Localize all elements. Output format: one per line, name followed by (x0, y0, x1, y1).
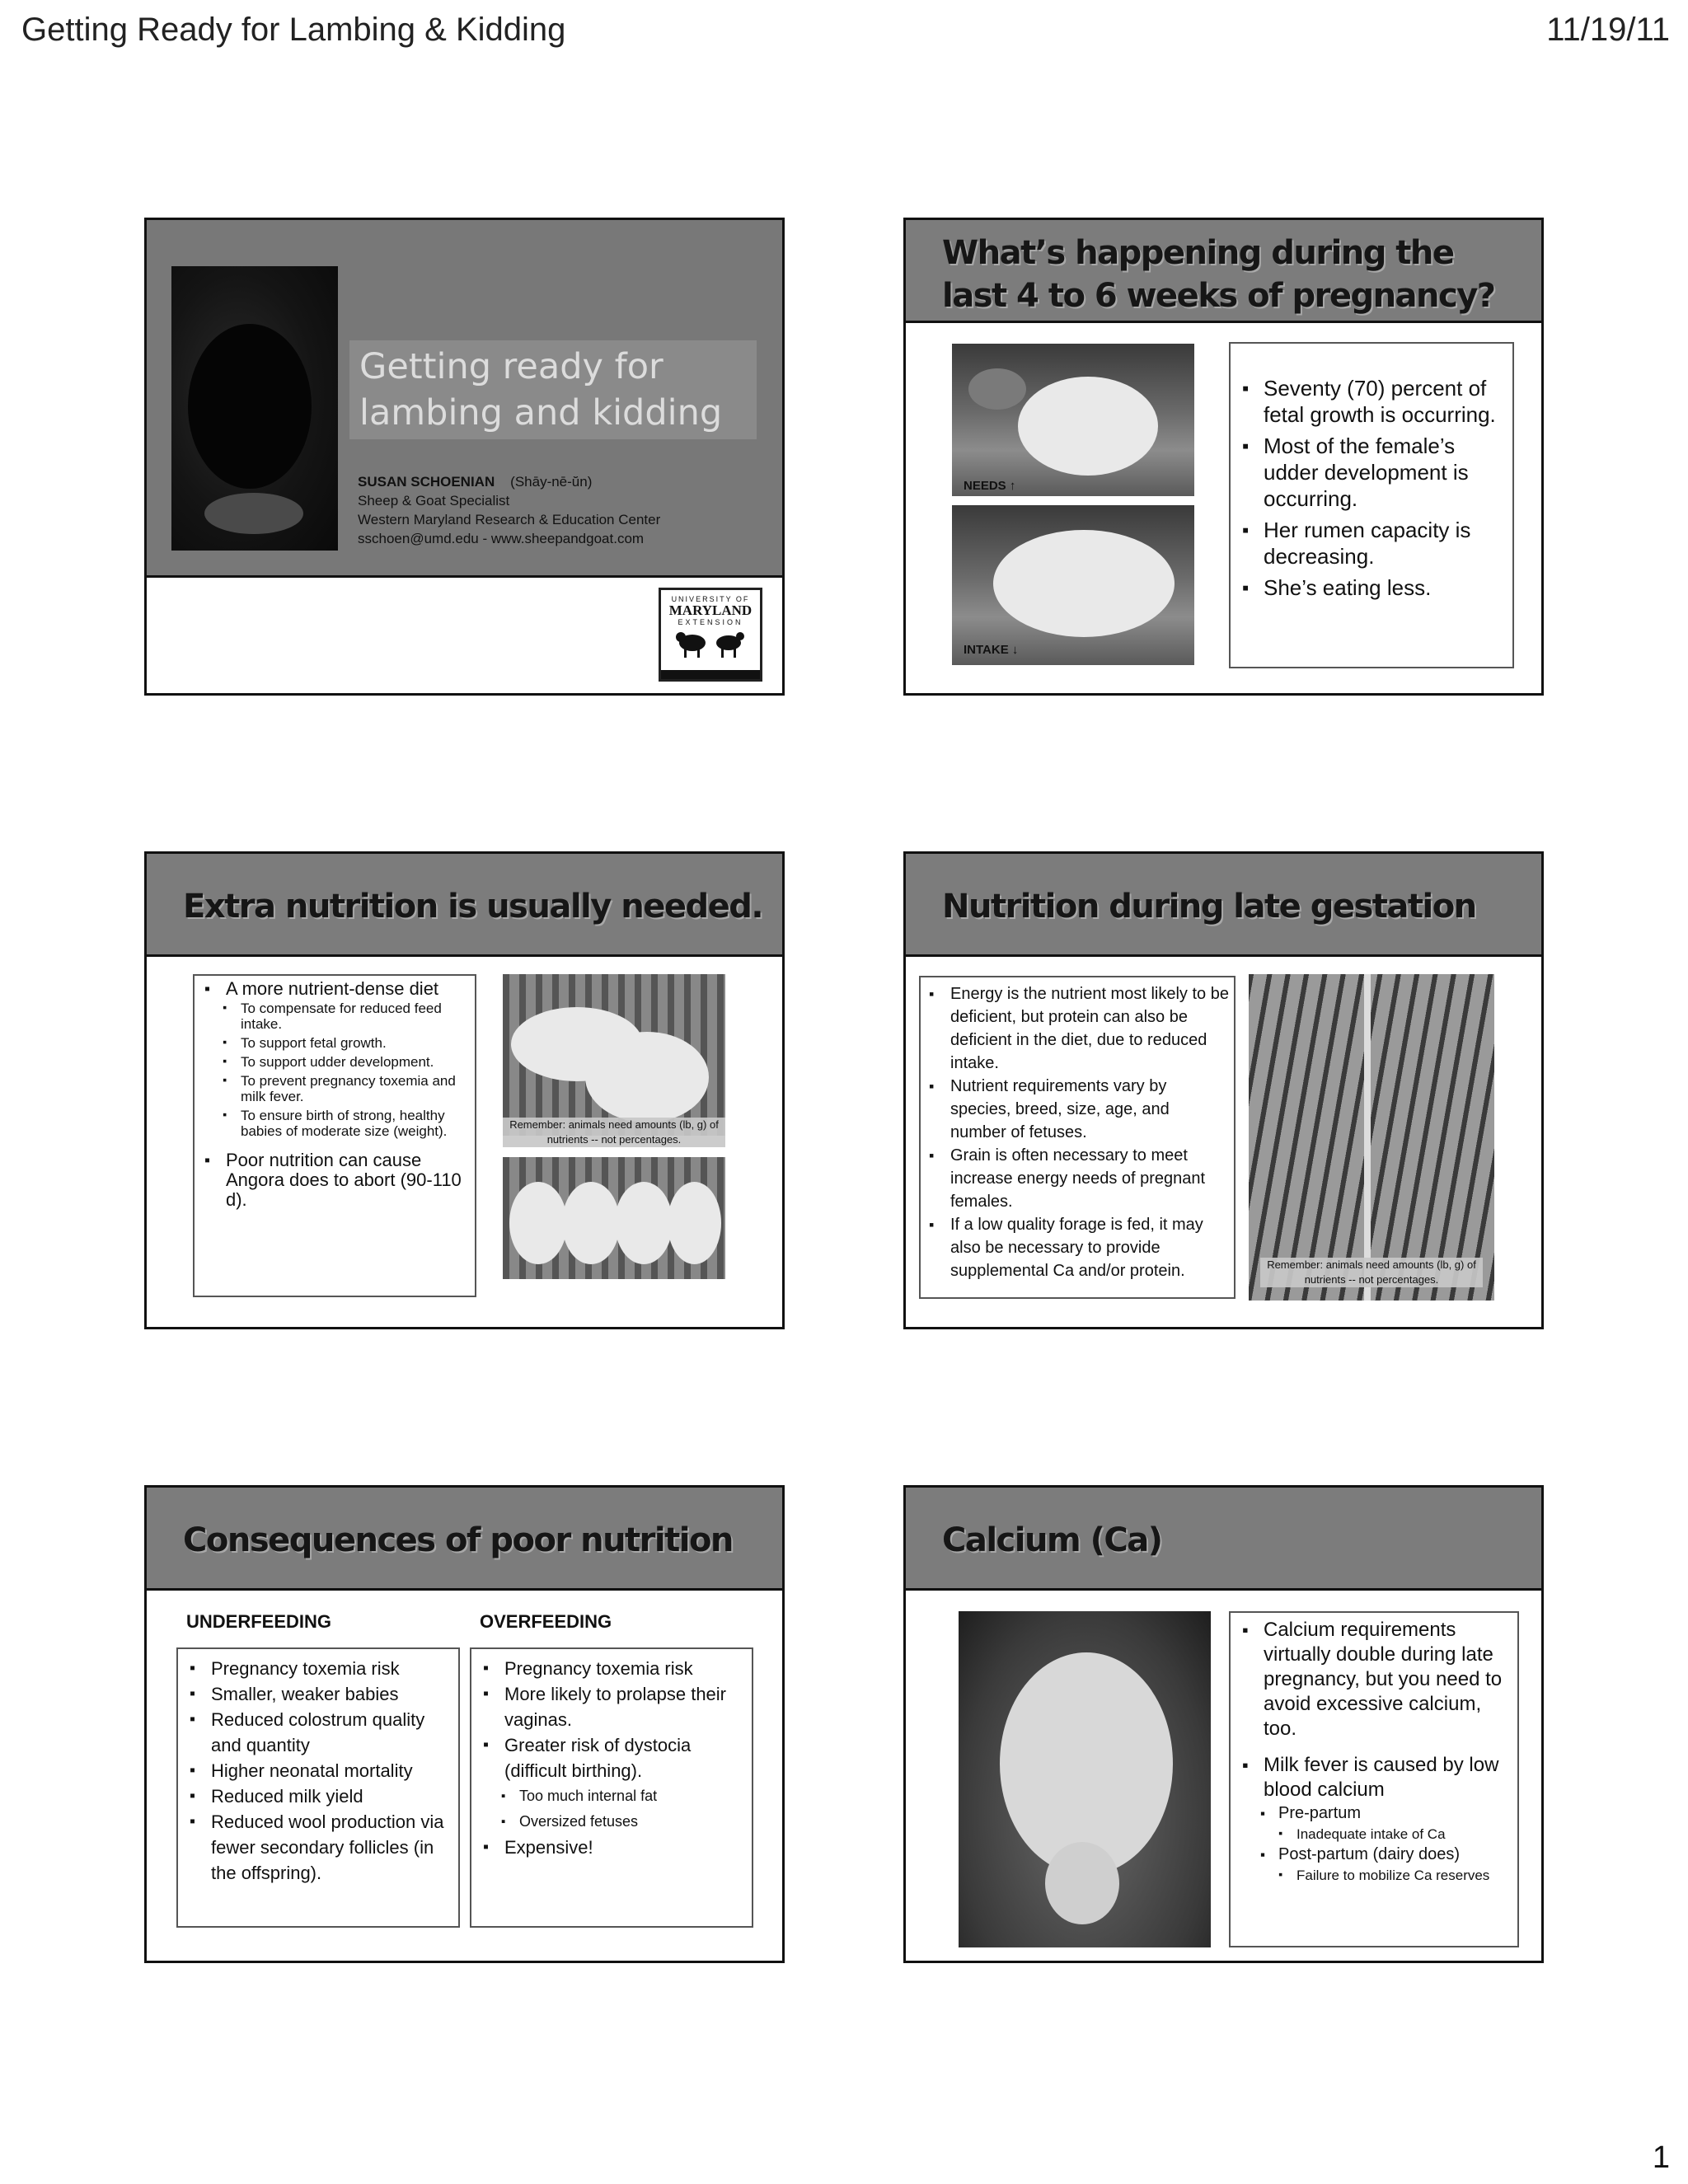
slide-4-bullet-box (919, 976, 1236, 1299)
underfeeding-bullet: ▪ Reduced colostrum quality and quantity (186, 1707, 455, 1758)
document-header-title: Getting Ready for Lambing & Kidding (21, 12, 566, 48)
slide-3-extra-nutrition (144, 851, 785, 1329)
slide-6-sub-bullet: ▪ Post-partum (dairy does) (1257, 1844, 1514, 1866)
slide-3-sub-bullet: ▪ To support udder development. (219, 1054, 471, 1070)
underfeeding-bullet: ▪ Smaller, weaker babies (186, 1681, 455, 1707)
slide-5-title-band (147, 1488, 782, 1591)
slide-6-bullet: ▪ Milk fever is caused by low blood calcium (1239, 1753, 1514, 1802)
slide-3-sub-bullet: ▪ To ensure birth of strong, healthy babies of moderate size (weight). (219, 1108, 471, 1139)
author-org: Western Maryland Research & Education Center (358, 512, 661, 527)
slide-4-title: Nutrition during late gestation (942, 888, 1476, 926)
needs-label: NEEDS ↑ (964, 479, 1016, 493)
author-name: SUSAN SCHOENIAN (358, 474, 495, 490)
slide-5-consequences (144, 1485, 785, 1963)
overfeeding-box (470, 1647, 753, 1928)
slide-1-title (144, 218, 785, 696)
slide-3-sub-bullet: ▪ To prevent pregnancy toxemia and milk fever. (219, 1073, 471, 1104)
ewes-feeding-photo (503, 974, 725, 1136)
slide-2-title-band (906, 220, 1541, 323)
slide-5-title: Consequences of poor nutrition (183, 1521, 733, 1559)
slide-4-bullet: ▪ Energy is the nutrient most likely to be deficient, but protein can also be deficient in the diet, due to reduced intake. (926, 982, 1229, 1075)
slide-4-caption: Remember: animals need amounts (lb, g) of nutrients -- not percentages. (1260, 1258, 1483, 1287)
slide-3-bullet: ▪ Poor nutrition can cause Angora does to abort (90-110 d). (201, 1151, 471, 1210)
pregnant-goat-photo (952, 344, 1194, 496)
underfeeding-heading: UNDERFEEDING (186, 1611, 332, 1632)
overfeeding-sub-bullet: ▪ Oversized fetuses (498, 1809, 748, 1835)
document-header-date: 11/19/11 (1546, 12, 1670, 48)
slide-4-bullet: ▪ Grain is often necessary to meet increase energy needs of pregnant females. (926, 1144, 1229, 1213)
slide-2-bullet: ▪ Most of the female’s udder development is occurring. (1239, 433, 1504, 512)
underfeeding-bullet: ▪ Pregnancy toxemia risk (186, 1656, 455, 1681)
logo-line3: EXTENSION (678, 618, 743, 626)
slide-6-calcium (903, 1485, 1544, 1963)
overfeeding-bullet: ▪ Expensive! (480, 1835, 748, 1860)
sheep-goat-silhouette-icon (661, 626, 760, 659)
underfeeding-bullet: ▪ Reduced milk yield (186, 1783, 455, 1809)
slide-1-title-line1: Getting ready for (359, 346, 663, 387)
slide-6-sub-bullet: ▪ Pre-partum (1257, 1802, 1514, 1825)
slide-6-title: Calcium (Ca) (942, 1521, 1162, 1559)
slide-1-title-box (349, 340, 757, 439)
pregnant-ewe-photo (952, 505, 1194, 665)
author-role: Sheep & Goat Specialist (358, 493, 510, 509)
author-block (358, 472, 660, 548)
slide-3-bullet: ▪ A more nutrient-dense diet (201, 979, 471, 999)
slide-3-title-band (147, 854, 782, 957)
underfeeding-bullet: ▪ Higher neonatal mortality (186, 1758, 455, 1783)
intake-label: INTAKE ↓ (964, 643, 1019, 657)
slide-3-bullet-box (193, 974, 476, 1297)
slide-4-bullet: ▪ Nutrient requirements vary by species, breed, size, age, and number of fetuses. (926, 1075, 1229, 1144)
ewes-at-feeder-photo (503, 1157, 725, 1279)
slide-6-bullet-box (1229, 1611, 1519, 1947)
overfeeding-sub-bullet: ▪ Too much internal fat (498, 1783, 748, 1809)
slide-3-sub-bullet: ▪ To compensate for reduced feed intake. (219, 1001, 471, 1032)
black-lamb-photo (171, 266, 338, 551)
feeder-overhead-photo (1249, 974, 1494, 1301)
underfeeding-box (176, 1647, 460, 1928)
author-pronunciation: (Shāy-nē-ŭn) (510, 474, 593, 490)
slide-3-caption: Remember: animals need amounts (lb, g) of nutrients -- not percentages. (503, 1118, 725, 1147)
slide-4-late-gestation (903, 851, 1544, 1329)
overfeeding-bullet: ▪ Greater risk of dystocia (difficult birthing). (480, 1732, 748, 1783)
slide-1-title-line2: lambing and kidding (359, 392, 723, 434)
overfeeding-bullet: ▪ More likely to prolapse their vaginas. (480, 1681, 748, 1732)
author-contact: sschoen@umd.edu - www.sheepandgoat.com (358, 531, 645, 546)
slide-2-bullet: ▪ Seventy (70) percent of fetal growth is occurring. (1239, 375, 1504, 428)
slide-2-bullet-box (1229, 342, 1514, 668)
underfeeding-bullet: ▪ Reduced wool production via fewer secondary follicles (in the offspring). (186, 1809, 455, 1886)
slide-2-bullet: ▪ She’s eating less. (1239, 574, 1504, 601)
down-ewe-photo (959, 1611, 1211, 1947)
slide-6-bullet: ▪ Calcium requirements virtually double during late pregnancy, but you need to avoid excessive calcium, too. (1239, 1618, 1514, 1741)
page-number: 1 (1652, 2140, 1670, 2175)
overfeeding-heading: OVERFEEDING (480, 1611, 612, 1632)
slide-6-sub-sub-bullet: ▪ Failure to mobilize Ca reserves (1275, 1866, 1514, 1885)
slide-6-title-band (906, 1488, 1541, 1591)
umd-extension-logo (659, 588, 762, 682)
slide-2-title: What’s happening during the last 4 to 6 weeks of pregnancy? (942, 234, 1495, 315)
slide-4-bullet: ▪ If a low quality forage is fed, it may also be necessary to provide supplemental Ca and/or protein. (926, 1213, 1229, 1282)
slide-3-title: Extra nutrition is usually needed. (183, 888, 763, 926)
slide-4-title-band (906, 854, 1541, 957)
logo-line2: MARYLAND (668, 602, 753, 618)
overfeeding-bullet: ▪ Pregnancy toxemia risk (480, 1656, 748, 1681)
slide-2-bullet: ▪ Her rumen capacity is decreasing. (1239, 517, 1504, 569)
slide-2-late-pregnancy (903, 218, 1544, 696)
slide-6-sub-sub-bullet: ▪ Inadequate intake of Ca (1275, 1825, 1514, 1844)
logo-line1: UNIVERSITY OF (671, 595, 750, 603)
slide-3-sub-bullet: ▪ To support fetal growth. (219, 1035, 471, 1051)
